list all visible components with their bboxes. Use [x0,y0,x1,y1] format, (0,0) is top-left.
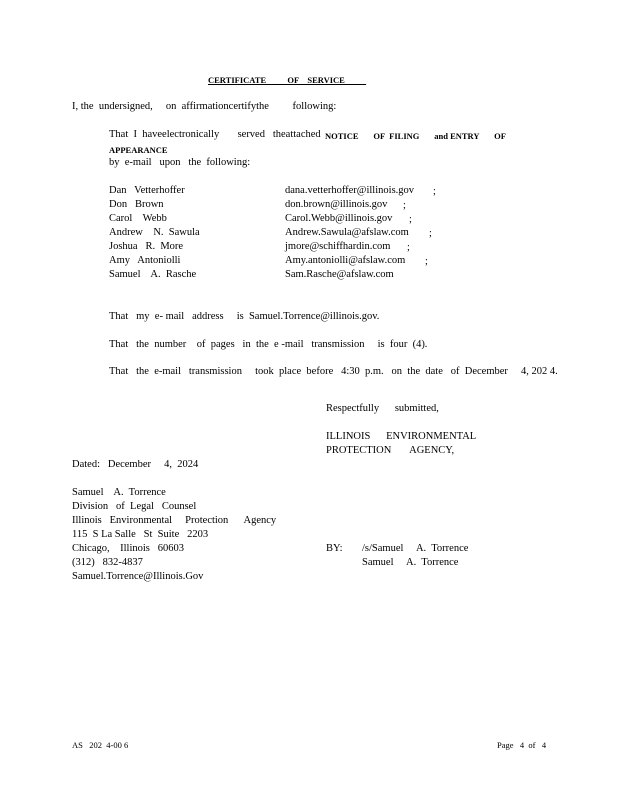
transmission-time-statement: That the e-mail transmission took place before 4:30 p.m. on the date of December 4, 202 4. [109,366,558,377]
date-line: Dated: December 4, 2024 [72,459,199,470]
sender-line: Samuel A. Torrence [72,487,166,498]
intro-line: I, the undersigned, on affirmationcertifythe following: [72,101,337,112]
document-number: AS 202 4-00 6 [72,740,129,750]
sender-line: Illinois Environmental Protection Agency [72,515,277,526]
closing-phrase: Respectfully submitted, [326,403,439,414]
recipient-separator: ; [407,242,410,253]
recipient-email: dana.vetterhoffer@illinois.gov [285,185,415,196]
recipient-separator: ; [429,228,432,239]
recipient-separator: ; [433,186,436,197]
agency-name-line2: PROTECTION AGENCY, [326,445,455,456]
recipient-name: Joshua R. More [109,241,184,252]
recipient-email: jmore@schiffhardin.com [285,241,391,252]
recipient-separator: ; [403,200,406,211]
recipient-email: Amy.antoniolli@afslaw.com [285,255,406,266]
recipient-email: Carol.Webb@illinois.gov [285,213,393,224]
appearance-title: APPEARANCE [109,145,168,155]
page-count-statement: That the number of pages in the e -mail transmission is four (4). [109,339,428,350]
email-address-statement: That my e- mail address is Samuel.Torrence@illinois.gov. [109,311,380,322]
agency-name-line1: ILLINOIS ENVIRONMENTAL [326,431,477,442]
recipient-name: Samuel A. Rasche [109,269,197,280]
certificate-title: CERTIFICATE OF SERVICE [208,75,367,85]
electronic-signature: /s/Samuel A. Torrence [362,543,469,554]
sender-line: Chicago, Illinois 60603 [72,543,184,554]
recipient-name: Dan Vetterhoffer [109,185,185,196]
recipient-name: Carol Webb [109,213,167,224]
recipient-email: don.brown@illinois.gov [285,199,388,210]
service-statement-line1: That I haveelectronically served theattached [109,129,321,140]
sender-line: (312) 832-4837 [72,557,143,568]
by-label: BY: [326,543,343,554]
recipient-name: Amy Antoniolli [109,255,181,266]
page-number: Page 4 of 4 [497,740,547,750]
recipient-name: Don Brown [109,199,164,210]
sender-email: Samuel.Torrence@Illinois.Gov [72,571,204,582]
sender-line: Division of Legal Counsel [72,501,197,512]
recipient-email: Sam.Rasche@afslaw.com [285,269,394,280]
sender-line: 115 S La Salle St Suite 2203 [72,529,209,540]
signer-name: Samuel A. Torrence [362,557,459,568]
recipient-separator: ; [425,256,428,267]
recipient-email: Andrew.Sawula@afslaw.com [285,227,409,238]
recipient-separator: ; [409,214,412,225]
recipient-name: Andrew N. Sawula [109,227,200,238]
notice-of-filing-title: NOTICE OF FILING and ENTRY OF [325,131,506,141]
service-statement-line3: by e-mail upon the following: [109,157,251,168]
